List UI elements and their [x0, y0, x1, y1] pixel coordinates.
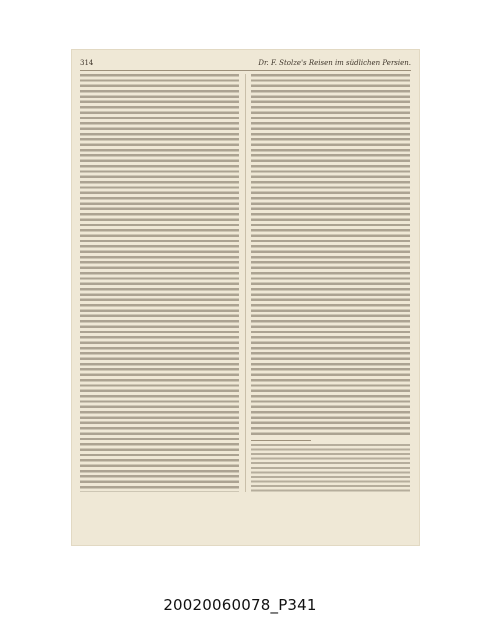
book-page: [72, 50, 419, 545]
footnote: [251, 444, 410, 494]
page-number: 314: [80, 59, 94, 67]
page-header: [80, 57, 411, 69]
image-caption: 20020060078_P341: [163, 596, 317, 614]
running-head: Dr. F. Stolze's Reisen im südlichen Persien.: [258, 59, 411, 67]
left-text-column: [80, 74, 239, 492]
header-rule: [80, 70, 411, 71]
footnote-rule: [251, 440, 311, 441]
right-text-column: [251, 74, 410, 436]
column-divider: [245, 74, 246, 492]
